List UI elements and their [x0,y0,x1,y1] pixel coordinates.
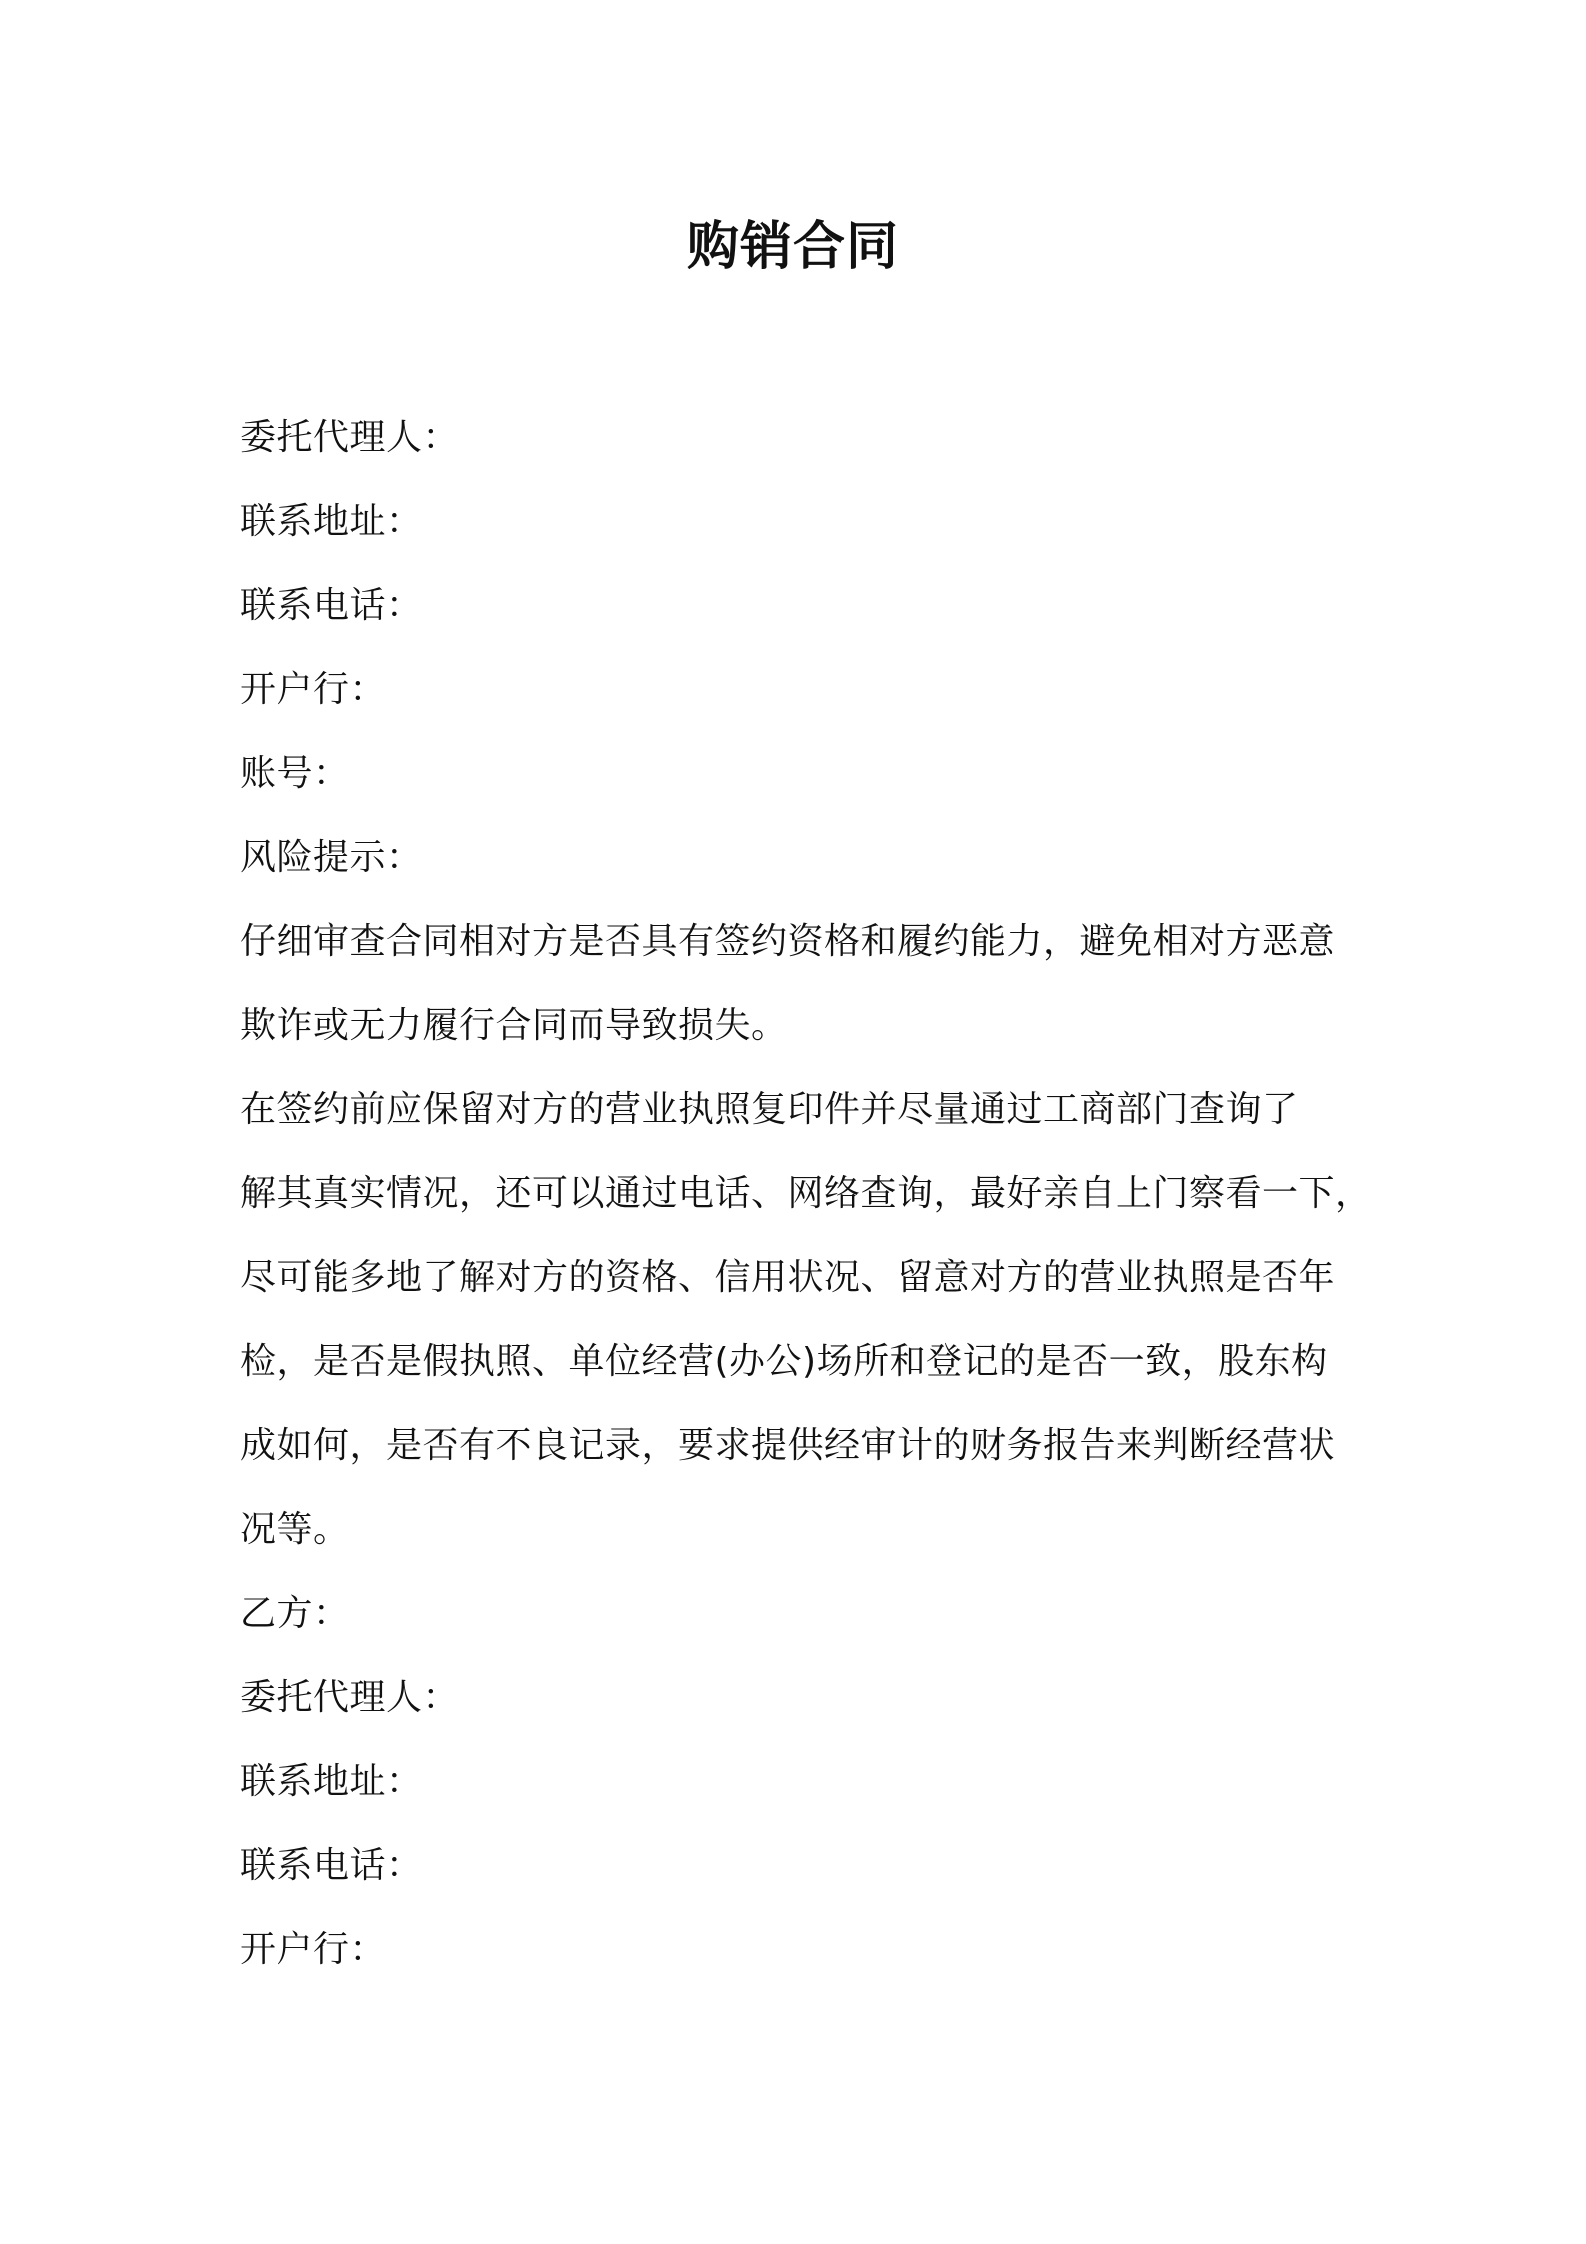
party-a-phone-label: 联系电话： [240,585,423,626]
document-title: 购销合同 [686,217,899,277]
party-a-bank-label: 开户行： [240,669,387,710]
risk-notice-line: 况等。 [240,1509,350,1550]
risk-notice-line: 仔细审查合同相对方是否具有签约资格和履约能力，避免相对方恶意 [240,921,1336,962]
party-a-agent-label: 委托代理人： [240,417,460,458]
party-b-label: 乙方： [240,1593,350,1634]
party-a-address-label: 联系地址： [240,501,423,542]
party-a-account-label: 账号： [240,753,350,794]
risk-notice-line: 尽可能多地了解对方的资格、信用状况、留意对方的营业执照是否年 [240,1257,1336,1298]
party-b-bank-label: 开户行： [240,1929,387,1970]
risk-notice-line: 解其真实情况，还可以通过电话、网络查询，最好亲自上门察看一下， [240,1173,1372,1214]
risk-notice-line: 在签约前应保留对方的营业执照复印件并尽量通过工商部门查询了 [240,1089,1299,1130]
party-b-address-label: 联系地址： [240,1761,423,1802]
risk-notice-line: 成如何，是否有不良记录，要求提供经审计的财务报告来判断经营状 [240,1425,1336,1466]
risk-notice-line: 检，是否是假执照、单位经营(办公)场所和登记的是否一致，股东构 [240,1341,1328,1382]
document-body [240,396,1372,1992]
party-b-phone-label: 联系电话： [240,1845,423,1886]
risk-notice-line: 欺诈或无力履行合同而导致损失。 [240,1005,788,1046]
party-b-agent-label: 委托代理人： [240,1677,460,1718]
risk-notice-heading: 风险提示： [240,837,423,878]
